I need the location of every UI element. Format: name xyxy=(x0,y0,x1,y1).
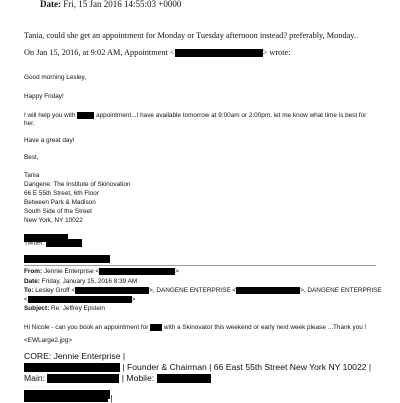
fwd-body-line xyxy=(24,324,366,331)
closing-wish: Have a great day! xyxy=(24,137,75,144)
fwd-from-label: From: xyxy=(24,268,43,276)
fwd-to-line-2 xyxy=(24,296,135,303)
signature-twitter xyxy=(24,239,82,247)
signature-address-1: 66 E 55th Street, 6th Floor xyxy=(24,190,99,197)
fwd-date-label: Date: xyxy=(24,278,40,285)
body-line-1a: I will help you with xyxy=(24,112,76,120)
redaction-block xyxy=(24,396,108,402)
date-value: Fri, 15 Jan 2016 14:55:03 +0000 xyxy=(63,0,182,9)
signature-city: New York, NY 10022 xyxy=(24,217,83,224)
body-line-1 xyxy=(24,112,366,119)
best: Best, xyxy=(24,154,39,161)
fwd-body-b: with a Skinovator this weekend or early next week please ...Thank you ! xyxy=(163,324,367,332)
twitter-label: Twitter: xyxy=(24,239,45,247)
core-sig-line-2 xyxy=(24,362,371,372)
fwd-from-line xyxy=(24,268,179,275)
redaction-block xyxy=(236,287,300,294)
core-sig-mobile: | Mobile: xyxy=(121,373,155,383)
core-sig-line-2-text: | Founder & Chairman | 66 East 55th Street New York NY 10022 | xyxy=(122,362,372,372)
fwd-to-c: >, DANGENE ENTERPRISE xyxy=(300,287,382,295)
redaction-block xyxy=(28,296,132,303)
core-sig-line-1: CORE: Jennie Enterprise | xyxy=(24,351,126,361)
signature-company: Dangene: The Institute of Skinovation xyxy=(24,181,131,188)
fwd-attachment: <EWLarge2.jpg> xyxy=(24,337,72,344)
quote-intro-line xyxy=(24,48,291,57)
fwd-from-value: Jennie Enterprise < xyxy=(43,268,100,276)
redaction-block xyxy=(47,374,119,383)
fwd-date-line xyxy=(24,278,137,285)
redaction-block xyxy=(24,255,110,263)
happy-friday: Happy Friday! xyxy=(24,93,64,100)
redaction-block xyxy=(24,363,120,372)
core-sig-pipe: | xyxy=(110,393,113,403)
redaction-block xyxy=(75,287,149,294)
fwd-body-a: Hi Nicole - can you book an appointment for xyxy=(24,324,149,332)
redaction-block xyxy=(175,49,263,57)
signature-address-3: South Side of the Street xyxy=(24,208,92,215)
signature-address-2: Between Park & Madison xyxy=(24,199,96,206)
signature-name: Tania xyxy=(24,172,40,179)
core-sig-line-3 xyxy=(24,373,211,383)
greeting: Good morning Lesley, xyxy=(24,74,87,81)
fwd-to-b: >, DANGENE ENTERPRISE < xyxy=(149,287,237,295)
body-line-2: her. xyxy=(24,120,35,127)
email-date-line xyxy=(40,0,181,9)
fwd-to-line xyxy=(24,287,382,294)
redaction-block xyxy=(46,239,82,247)
body-line-1b: appointment...I have available tomorrow at 9:00am or 2:00pm, let me know what time is best for xyxy=(96,112,367,120)
fwd-to-line2-a: < xyxy=(24,296,28,304)
redaction-block xyxy=(150,324,162,331)
fwd-to-label: To: xyxy=(24,287,34,295)
redaction-block xyxy=(77,112,94,119)
fwd-to-a: Lesley Groff < xyxy=(35,287,76,295)
fwd-to-line2-b: > xyxy=(131,296,136,304)
core-sig-line-5 xyxy=(24,393,113,403)
fwd-subject-line xyxy=(24,305,105,312)
fwd-subject-label: Subject: xyxy=(24,305,50,312)
fwd-date-value: Friday, January 15, 2016 8:39 AM xyxy=(41,278,138,285)
redaction-block xyxy=(99,268,175,275)
reply-message: Tania, could she get an appointment for Monday or Tuesday afternoon instead? preferably, Monday.. xyxy=(24,31,359,40)
separator xyxy=(24,265,376,266)
redaction-block xyxy=(157,374,211,383)
date-label: Date: xyxy=(40,0,61,9)
fwd-from-end: > xyxy=(175,268,179,276)
quote-intro-end: > wrote: xyxy=(262,48,291,57)
quote-intro-text: On Jan 15, 2016, at 9:02 AM, Appointment < xyxy=(24,48,175,57)
fwd-subject-value: Re: Jeffrey Epstein xyxy=(51,305,105,312)
core-sig-main: Main: xyxy=(24,373,46,383)
